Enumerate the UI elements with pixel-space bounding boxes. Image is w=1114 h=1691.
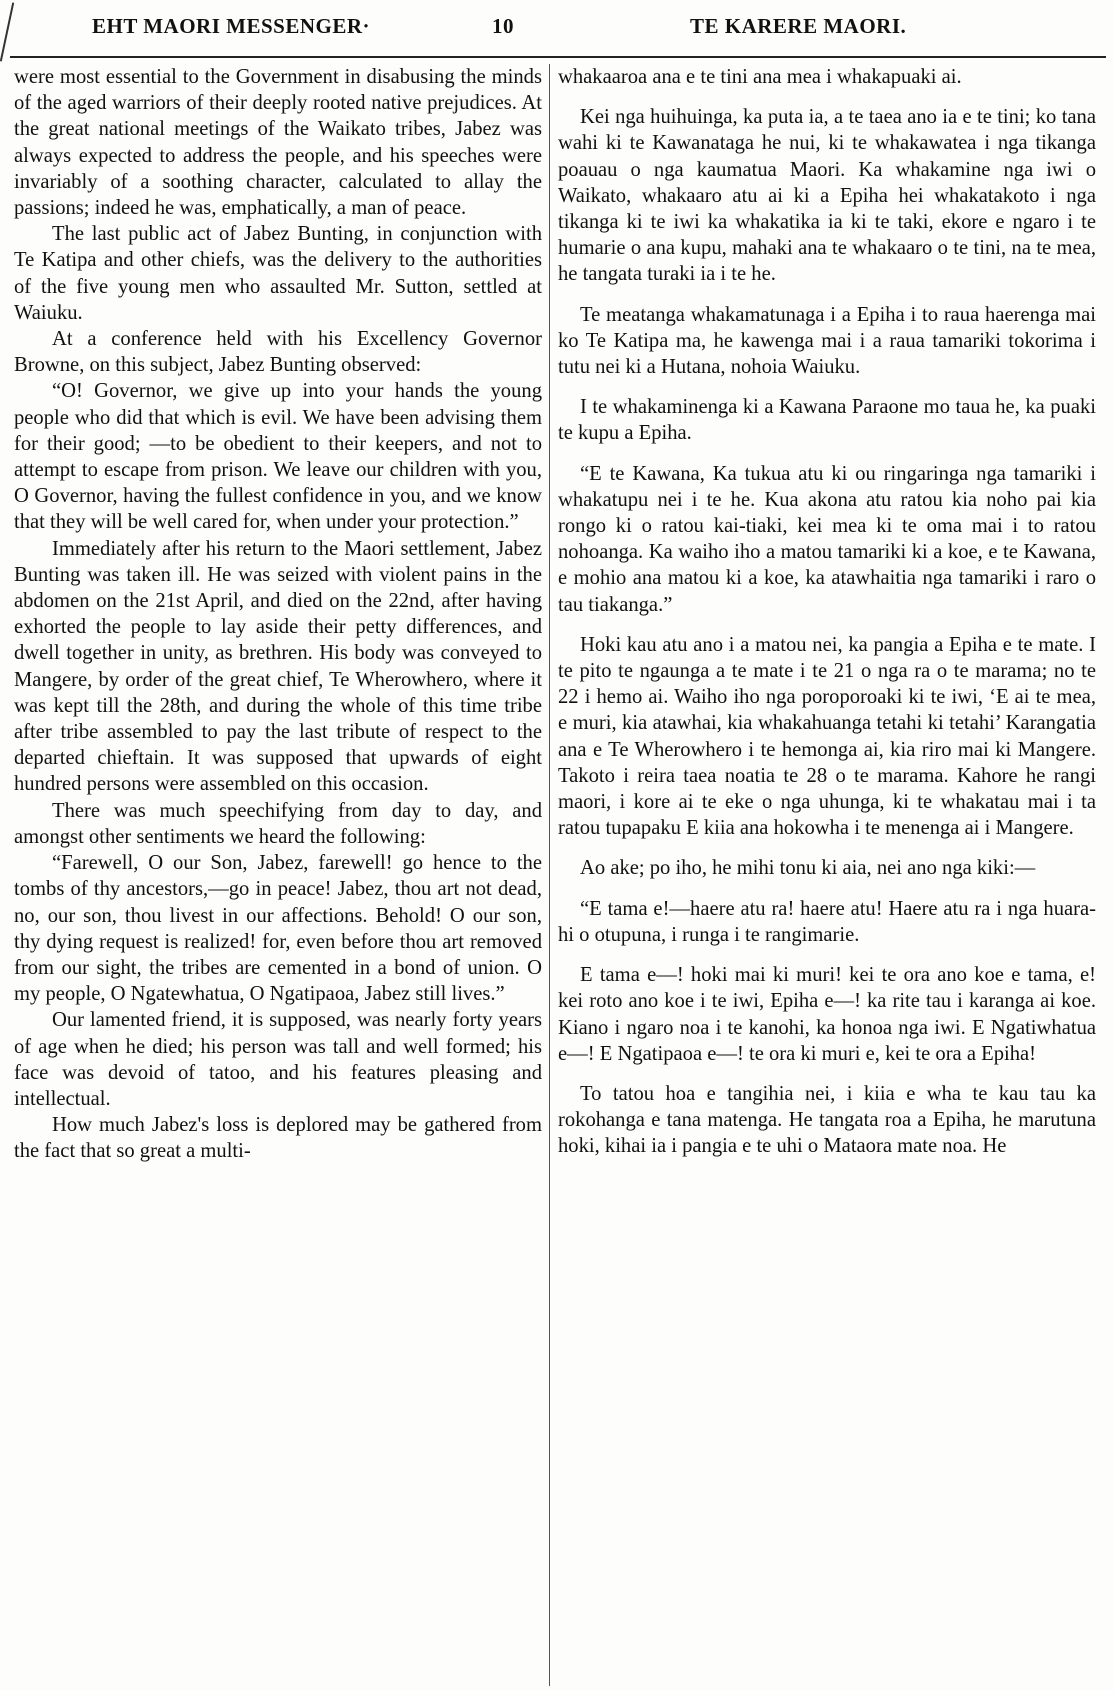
maori-masthead: TE KARERE MAORI.	[690, 14, 907, 38]
english-quote: “O! Governor, we give up into your hands the young people who did that which is evil. We have been advising them for their good; —to be obedient to their keepers, and not to attempt to escape from prison. We leave our children with you, O Governor, having the fullest confidence in you, and we know that they will be well cared for, when under your protection.”	[14, 380, 542, 534]
english-masthead: EHT MAORI MESSENGER·	[92, 14, 370, 38]
maori-quote: “E te Kawana, Ka tukua atu ki ou ringaringa nga tamariki i whakatupu nei i te he. Kua akona atu ratou kia noho pai kia rongo ki o ratou kai-tiaki, kei mea ki te oma mai i to ratou nohoanga. Ka waiho iho a matou tamariki ki a koe, e te Kawana, e mohio ana matou ki a koe, ka atawhaitia nga tamariki i raro o tau tiakanga.”	[558, 462, 1096, 616]
english-paragraph: There was much speechifying from day to day, and amongst other sentiments we heard the following:	[14, 799, 542, 848]
maori-paragraph: I te whakaminenga ki a Kawana Paraone mo taua he, ka puaki te kupu a Epiha.	[558, 396, 1096, 445]
page-header	[0, 6, 1114, 46]
column-divider	[549, 64, 550, 1686]
maori-paragraph: Hoki kau atu ano i a matou nei, ka pangia a Epiha e te mate. I te pito te ngaunga a te mate i te 21 o nga ra o te marama; no te 22 i hemo ai. Waiho iho nga poroporoaki ki te iwi, ‘E ai te mea, e muri, kia atawhai, kia whakahuanga tetahi ki tetahi’ Karangatia ana e Te Wherowhero i te hemonga ai, kia riro mai ki Mangere. Takoto i reira taea noatia te 28 o te marama. Kahore he rangi maori, i kore ai te eke o nga uhunga, ki te whakatau mai i ta ratou tupapaku E kiia ana hokowha i te menenga ai i Mangere.	[558, 633, 1096, 840]
english-paragraph: At a conference held with his Excellency Governor Browne, on this subject, Jabez Bunting observed:	[14, 328, 542, 377]
maori-quote: “E tama e!—haere atu ra! haere atu! Haere atu ra i nga huara-hi o otupuna, i runga i te rangimarie.	[558, 897, 1096, 946]
english-paragraph: were most essential to the Government in disabusing the minds of the aged warriors of their deeply rooted native prejudices. At the great national meetings of the Waikato tribes, Jabez was always expected to address the people, and his speeches were invariably of a soothing character, calculated to allay the passions; indeed he was, emphatically, a man of peace.	[14, 66, 542, 220]
english-paragraph: The last public act of Jabez Bunting, in conjunction with Te Katipa and other chiefs, was the delivery to the authorities of the five young men who assaulted Mr. Sutton, settled at Waiuku.	[14, 223, 542, 324]
maori-paragraph: Kei nga huihuinga, ka puta ia, a te taea ano ia e te tini; ko tana wahi ki te Kawanataga he nui, ki te whakawatea i nga tikanga poauau o nga kaumatua Maori. Ka whakamine nga iwi o Waikato, whakaaro atu ai ki a Epiha hei whakatakoto i nga tikanga ki te iwi ka whakatika ia ki te taki, ekore e ngaro i te humarie o ana kupu, mahaki ana te whakaaro o te tini, na te mea, he tangata turaki ia i te he.	[558, 106, 1096, 286]
maori-paragraph: Te meatanga whakamatunaga i a Epiha i to raua haerenga mai ko Te Katipa ma, he kawenga mai i a raua tamariki tokorima i tutu nei ki a Hutana, nohoia Waiuku.	[558, 303, 1096, 379]
header-rule	[10, 56, 1106, 58]
english-quote: “Farewell, O our Son, Jabez, farewell! go hence to the tombs of thy ancestors,—go in peace! Jabez, thou art not dead, no, our son, thou livest in our affections. Behold! O our son, thy dying request is realized! for, even before thou art removed from our sight, the tribes are cemented in a bond of union. O my people, O Ngatewhatua, O Ngatipaoa, Jabez still lives.”	[14, 852, 542, 1006]
maori-paragraph: E tama e—! hoki mai ki muri! kei te ora ano koe e tama, e! kei roto ano koe i te iwi, Epiha e—! ka rite tau i karanga ai koe. Kiano i ngaro noa i te kanohi, ka honoa nga iwi. E Ngatiwhatua e—! E Ngatipaoa e—! te ora ki muri e, kei te ora a Epiha!	[558, 964, 1096, 1065]
english-paragraph: Our lamented friend, it is supposed, was nearly forty years of age when he died; his person was tall and well formed; his face was devoid of tatoo, and his features pleasing and intellectual.	[14, 1009, 542, 1110]
english-paragraph: How much Jabez's loss is deplored may be gathered from the fact that so great a multi-	[14, 1114, 542, 1163]
maori-column	[558, 64, 1096, 1686]
maori-paragraph: whakaaroa ana e te tini ana mea i whakapuaki ai.	[558, 66, 962, 88]
english-paragraph: Immediately after his return to the Maori settlement, Jabez Bunting was taken ill. He was seized with violent pains in the abdomen on the 21st April, and died on the 22nd, after having exhorted the people to lay aside their petty differences, and dwell together in unity, as brethren. His body was conveyed to Mangere, by order of the great chief, Te Wherowhero, where it was kept till the 28th, and during the whole of this time tribe after tribe assembled to pay the last tribute of respect to the departed chieftain. It was supposed that upwards of eight hundred persons were assembled on this occasion.	[14, 537, 542, 796]
page-number: 10	[492, 14, 514, 38]
english-column	[14, 64, 542, 1686]
maori-paragraph: Ao ake; po iho, he mihi tonu ki aia, nei ano nga kiki:—	[580, 857, 1036, 880]
maori-paragraph: To tatou hoa e tangihia nei, i kiia e wha te kau tau ka rokohanga e tana matenga. He tangata roa a Epiha, he marutuna hoki, kihai ia i pangia e te uhi o Mataora mate noa. He	[558, 1082, 1096, 1158]
